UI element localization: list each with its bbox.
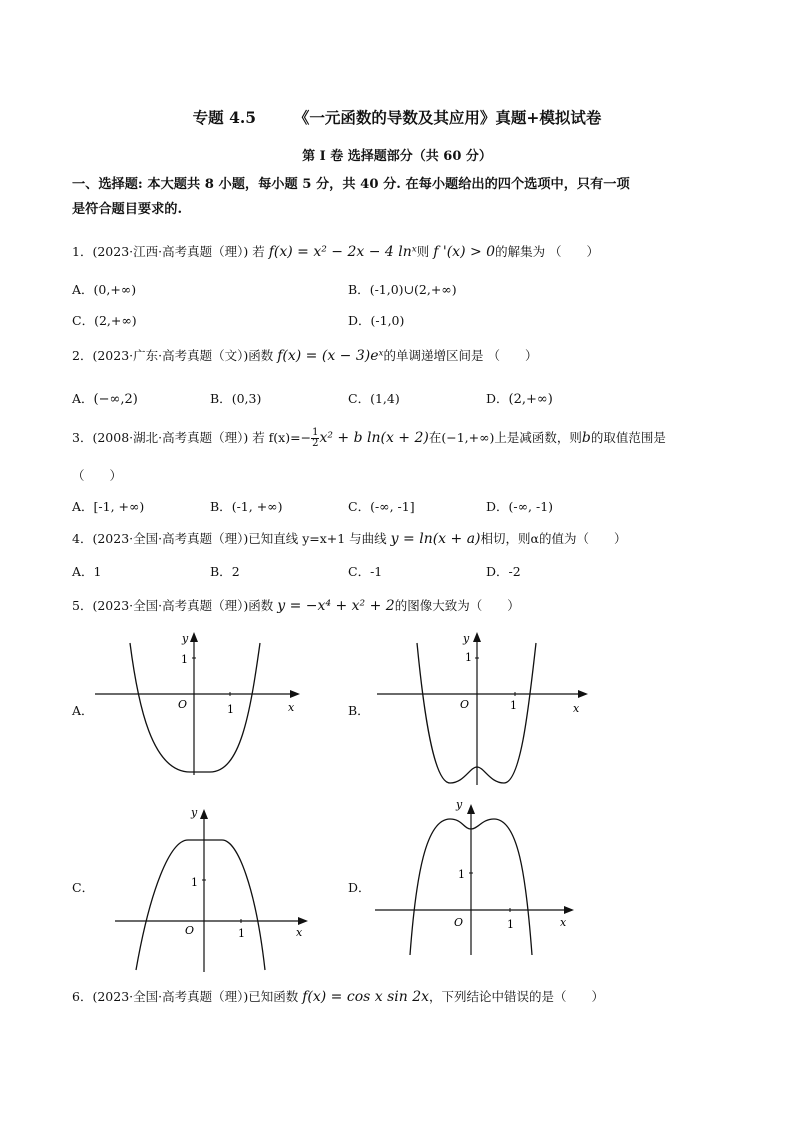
q5-graph-b (372, 625, 597, 790)
y-axis-arrow (190, 632, 198, 642)
q5-option-c-label: C． (72, 880, 95, 895)
origin-label: O (178, 698, 188, 711)
q4-option-b: B．2 (210, 564, 240, 579)
y-axis-label: y (456, 798, 463, 811)
q5-graph-a (90, 625, 310, 780)
y-tick-label: 1 (181, 653, 188, 666)
q4-option-d: D．-2 (486, 564, 521, 579)
y-tick-label: 1 (465, 651, 472, 664)
q5-graph-c (110, 800, 315, 975)
q4-option-a: A．1 (72, 564, 102, 579)
x-tick-label: 1 (510, 699, 517, 712)
q1-option-c: C．(2,+∞) (72, 313, 137, 328)
x-axis-arrow (578, 690, 588, 698)
q3-fraction: $\frac{1}{2}$ (312, 427, 319, 449)
q3-function: x² + b ln(x + 2) (319, 430, 429, 446)
q3-answer-blank: （ ） (72, 468, 123, 483)
origin-label: O (460, 698, 470, 711)
x-axis-label: x (560, 916, 567, 929)
question-2: 2．(2023·广东·高考真题（文）)函数 f(x) = (x − 3)eˣ的单调递增区间是 （ ） (72, 348, 538, 364)
q2-option-b: B．(0,3) (210, 391, 262, 406)
q5-option-d-label: D． (348, 880, 371, 895)
q1-derivative-condition: f '(x) > 0 (433, 244, 496, 260)
x-tick-label: 1 (507, 918, 514, 931)
q6-function: f(x) = cos x sin 2x (302, 989, 430, 1005)
x-axis-arrow (298, 917, 308, 925)
question-5: 5．(2023·全国·高考真题（理）)函数 y = −x⁴ + x² + 2的图像大致为（ ） (72, 598, 520, 614)
y-tick-label: 1 (191, 876, 198, 889)
part-heading: 第 I 卷 选择题部分（共 60 分） (302, 149, 492, 164)
q2-option-a: A．(−∞,2) (72, 391, 138, 407)
q2-option-c: C．(1,4) (348, 391, 400, 406)
q2-option-d: D．(2,+∞) (486, 391, 553, 407)
question-6: 6．(2023·全国·高考真题（理）)已知函数 f(x) = cos x sin 2x，下列结论中错误的是（ ） (72, 989, 605, 1005)
origin-label: O (454, 916, 464, 929)
q3-option-a: A．[-1, +∞) (72, 499, 145, 514)
y-tick-label: 1 (458, 868, 465, 881)
origin-label: O (185, 924, 195, 937)
x-axis-label: x (573, 702, 580, 715)
graph-curve (130, 643, 260, 772)
x-axis-arrow (564, 906, 574, 914)
q2-function: f(x) = (x − 3)eˣ (277, 348, 384, 364)
q1-option-a: A．(0,+∞) (72, 282, 137, 297)
y-axis-label: y (182, 632, 189, 645)
x-axis-label: x (296, 926, 303, 939)
x-tick-label: 1 (238, 927, 245, 940)
q4-option-c: C．-1 (348, 564, 383, 579)
q5-option-a-label: A． (72, 703, 94, 718)
q4-curve: y = ln(x + a) (390, 531, 481, 547)
page-title: 专题 4.5 《一元函数的导数及其应用》真题+模拟试卷 (192, 108, 602, 127)
q3-option-c: C．(-∞, -1] (348, 499, 415, 514)
x-axis-arrow (290, 690, 300, 698)
y-axis-arrow (200, 809, 208, 819)
q5-function: y = −x⁴ + x² + 2 (277, 598, 395, 614)
q1-option-b: B．(-1,0)∪(2,+∞) (348, 282, 457, 297)
x-tick-label: 1 (227, 703, 234, 716)
q5-option-b-label: B． (348, 703, 370, 718)
question-3: 3．(2008·湖北·高考真题（理）) 若 f(x)=− $\frac{1}{2}$ x² + b ln(x + 2)在(−1,+∞)上是减函数，则b的取值范围是 (72, 427, 666, 449)
section-instructions: 一、选择题: 本大题共 8 小题，每小题 5 分，共 40 分. 在每小题给出的四个选项中，只有一项 是符合题目要求的. (72, 177, 630, 217)
question-1: 1．(2023·江西·高考真题（理）) 若 f(x) = x² − 2x − 4 lnˣ则 f '(x) > 0的解集为 （ ） (72, 244, 600, 260)
x-axis-label: x (288, 701, 295, 714)
y-axis-label: y (463, 632, 470, 645)
q3-option-d: D．(-∞, -1) (486, 499, 554, 514)
y-axis-arrow (473, 632, 481, 642)
y-axis-arrow (467, 804, 475, 814)
q1-option-d: D．(-1,0) (348, 313, 405, 328)
question-4: 4．(2023·全国·高考真题（理）)已知直线 y=x+1 与曲线 y = ln(x + a)相切，则α的值为（ ） (72, 531, 627, 547)
y-axis-label: y (191, 806, 198, 819)
graph-curve (136, 840, 265, 970)
q5-graph-d (370, 795, 590, 960)
q3-option-b: B．(-1, +∞) (210, 499, 283, 514)
q1-function: f(x) = x² − 2x − 4 lnˣ (268, 244, 417, 260)
